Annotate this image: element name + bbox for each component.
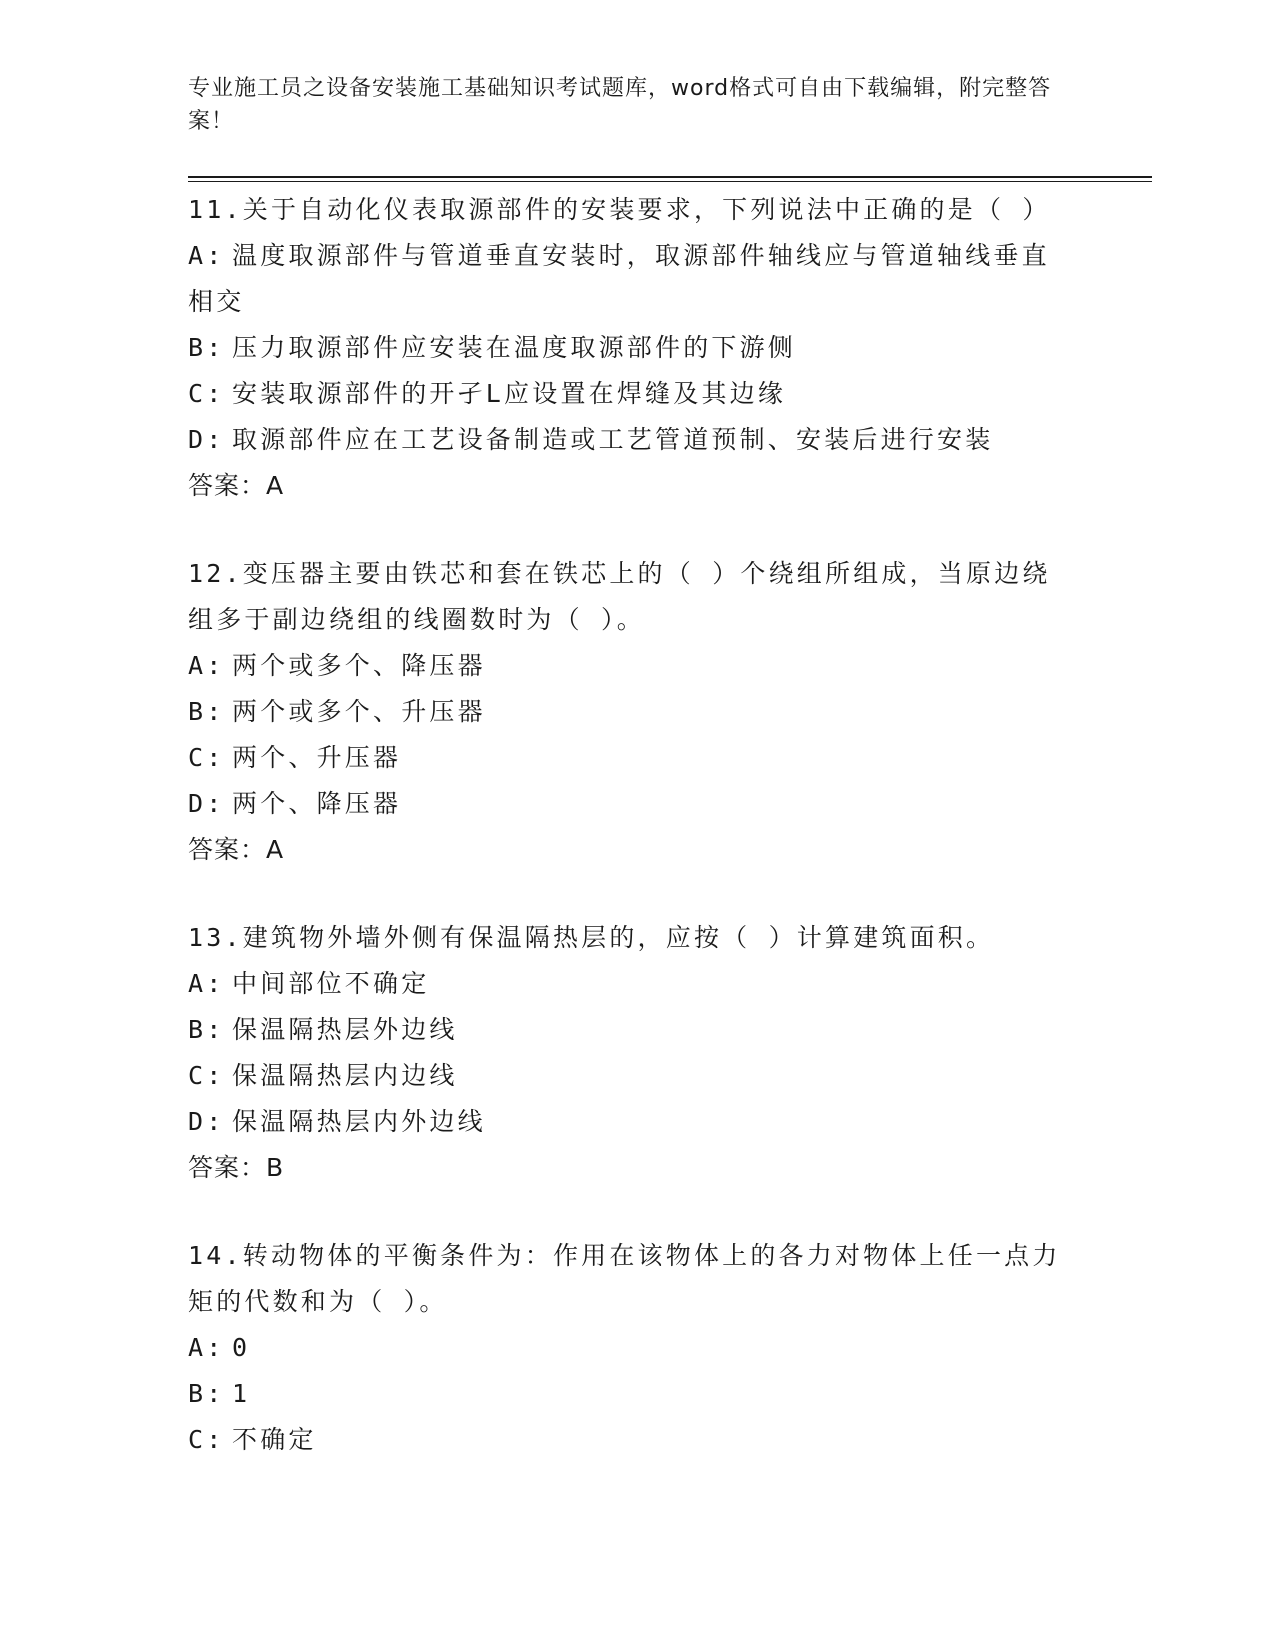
option-row bbox=[188, 233, 1088, 279]
option-row bbox=[188, 1007, 1088, 1053]
question-list bbox=[188, 187, 1088, 1505]
option-row bbox=[188, 689, 1088, 735]
option-letter: D: bbox=[188, 425, 225, 454]
header-rule-thin bbox=[188, 181, 1152, 182]
option-text: 温度取源部件与管道垂直安装时，取源部件轴线应与管道轴线垂直 bbox=[232, 241, 1050, 270]
option-row bbox=[188, 735, 1088, 781]
question-block bbox=[188, 187, 1088, 509]
option-letter: B: bbox=[188, 697, 225, 726]
question-stem: 组多于副边绕组的线圈数时为（ ）。 bbox=[188, 605, 645, 634]
option-text: 取源部件应在工艺设备制造或工艺管道预制、安装后进行安装 bbox=[232, 425, 994, 454]
answer-line: 答案：A bbox=[188, 471, 285, 500]
option-row bbox=[188, 1371, 1088, 1417]
question-stem: 矩的代数和为（ ）。 bbox=[188, 1287, 448, 1316]
question-block bbox=[188, 915, 1088, 1191]
question-stem: 14.转动物体的平衡条件为：作用在该物体上的各力对物体上任一点力 bbox=[188, 1241, 1061, 1270]
option-letter: A: bbox=[188, 969, 225, 998]
option-text: 两个或多个、降压器 bbox=[232, 651, 486, 680]
option-row bbox=[188, 1099, 1088, 1145]
option-row bbox=[188, 417, 1088, 463]
option-text-continued: 相交 bbox=[188, 287, 245, 316]
option-text: 两个、升压器 bbox=[232, 743, 402, 772]
document-header: 专业施工员之设备安装施工基础知识考试题库，word格式可自由下载编辑，附完整答案！ bbox=[188, 76, 1052, 134]
option-letter: B: bbox=[188, 1379, 225, 1408]
option-row bbox=[188, 961, 1088, 1007]
option-row bbox=[188, 781, 1088, 827]
option-letter: C: bbox=[188, 1061, 225, 1090]
option-text: 0 bbox=[232, 1333, 251, 1362]
option-text: 保温隔热层内边线 bbox=[232, 1061, 458, 1090]
option-text: 保温隔热层外边线 bbox=[232, 1015, 458, 1044]
option-letter: C: bbox=[188, 1425, 225, 1454]
option-row bbox=[188, 325, 1088, 371]
option-text: 两个、降压器 bbox=[232, 789, 402, 818]
option-text: 1 bbox=[232, 1379, 251, 1408]
question-stem: 13.建筑物外墙外侧有保温隔热层的，应按（ ）计算建筑面积。 bbox=[188, 923, 995, 952]
question-block bbox=[188, 551, 1088, 873]
option-text: 压力取源部件应安装在温度取源部件的下游侧 bbox=[232, 333, 797, 362]
answer-line: 答案：A bbox=[188, 835, 285, 864]
option-letter: A: bbox=[188, 651, 225, 680]
option-row bbox=[188, 371, 1088, 417]
option-row bbox=[188, 279, 1088, 325]
option-letter: C: bbox=[188, 743, 225, 772]
answer-line: 答案：B bbox=[188, 1153, 285, 1182]
option-letter: A: bbox=[188, 241, 225, 270]
option-text: 中间部位不确定 bbox=[232, 969, 430, 998]
option-row bbox=[188, 1417, 1088, 1463]
option-letter: C: bbox=[188, 379, 225, 408]
option-text: 保温隔热层内外边线 bbox=[232, 1107, 486, 1136]
option-letter: A: bbox=[188, 1333, 225, 1362]
option-text: 不确定 bbox=[232, 1425, 317, 1454]
header-rule-thick bbox=[188, 176, 1152, 178]
option-text: 安装取源部件的开孑L应设置在焊缝及其边缘 bbox=[232, 379, 787, 408]
option-row bbox=[188, 643, 1088, 689]
question-stem: 12.变压器主要由铁芯和套在铁芯上的（ ）个绕组所组成，当原边绕 bbox=[188, 559, 1051, 588]
option-letter: B: bbox=[188, 1015, 225, 1044]
option-row bbox=[188, 1325, 1088, 1371]
question-stem: 11.关于自动化仪表取源部件的安装要求，下列说法中正确的是（ ） bbox=[188, 195, 1051, 224]
question-block bbox=[188, 1233, 1088, 1463]
option-text: 两个或多个、升压器 bbox=[232, 697, 486, 726]
option-row bbox=[188, 1053, 1088, 1099]
option-letter: D: bbox=[188, 1107, 225, 1136]
option-letter: D: bbox=[188, 789, 225, 818]
option-letter: B: bbox=[188, 333, 225, 362]
